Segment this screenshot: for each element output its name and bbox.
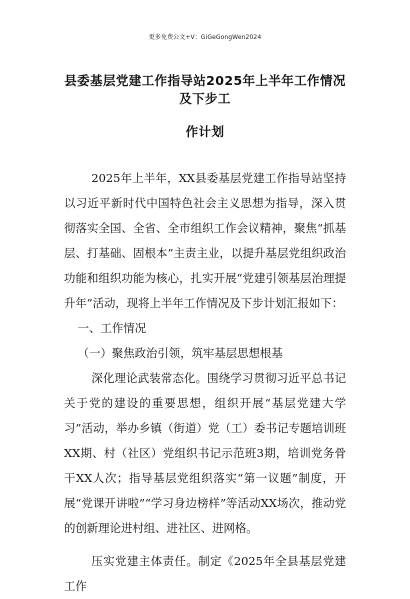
- section-heading: 一、工作情况: [77, 321, 147, 335]
- document-title-line-2: 作计划: [185, 124, 225, 139]
- body-paragraph: 深化理论武装常态化。围绕学习贯彻习近平总书记关于党的建设的重要思想，组织开展“基层党建大学习”活动，举办乡镇（街道）党（工）委书记专题培训班XX期、村（社区）党组织书记示范班3期，培训党务骨干XX人次；指导基层党组织落实“第一议题”制度，开展“党课开讲啦”“学习身边榜样”等活动XX场次，推动党的创新理论进村组、进社区、进网格。: [64, 371, 346, 535]
- intro-paragraph: 2025年上半年，XX县委基层党建工作指导站坚持以习近平新时代中国特色社会主义思想为指导，深入贯彻落实全国、全省、全市组织工作会议精神，聚焦“抓基层、打基础、固根本”主责主业，以提升基层党组织政治功能和组织功能为核心，扎实开展“党建引领基层治理提升年”活动，现将上半年工作情况及下步计划汇报如下：: [64, 171, 346, 310]
- subsection-heading: （一）聚焦政治引领，筑牢基层思想根基: [77, 346, 283, 360]
- document-title-line-1: 县委基层党建工作指导站2025年上半年工作情况及下步工: [64, 73, 346, 106]
- body-paragraph: 压实党建主体责任。制定《2025年全县基层党建工作: [64, 554, 346, 593]
- header-note: 更多免费公文+V：GiGeGongWen2024: [148, 34, 262, 41]
- document-body: [64, 166, 346, 599]
- paragraph-gap: [64, 541, 346, 549]
